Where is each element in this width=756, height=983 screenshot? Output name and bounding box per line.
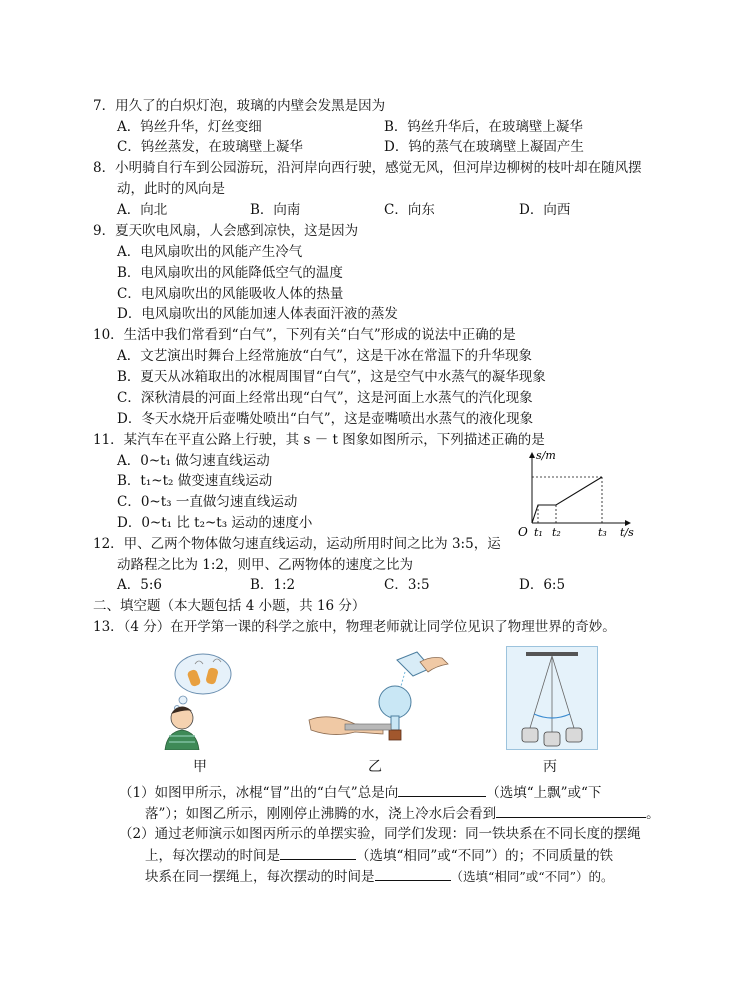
q13-p1-line1-text-a: （1）如图甲所示，冰棍“冒”出的“白气”总是向 (119, 785, 399, 801)
q9-option-c: C．电风扇吹出的风能吸收人体的热量 (117, 286, 344, 302)
q13-blank-2[interactable] (496, 804, 646, 818)
q7-option-d: D．钨的蒸气在玻璃壁上凝固产生 (384, 139, 584, 155)
q11-stem: 11．某汽车在平直公路上行驶，其 s － t 图象如图所示，下列描述正确的是 (93, 432, 545, 448)
section-title: 二、填空题（本大题包括 4 小题，共 16 分） (93, 598, 366, 614)
q11-option-c: C．0~t₃ 一直做匀速直线运动 (117, 494, 298, 510)
q12-option-c: C．3:5 (384, 577, 430, 593)
y-axis-label: s/m (536, 449, 556, 462)
q9-option-a: A．电风扇吹出的风能产生冷气 (117, 244, 303, 260)
figure-label-bing: 丙 (543, 759, 557, 775)
t3-label: t₃ (598, 526, 607, 539)
q10-option-a: A．文艺演出时舞台上经常施放“白气”，这是干冰在常温下的升华现象 (117, 348, 533, 364)
q12-option-d: D．6:5 (519, 577, 566, 593)
q13-stem: 13．（4 分）在开学第一课的科学之旅中，物理老师就让同学位见识了物理世界的奇妙。 (93, 619, 616, 635)
q10-option-b: B．夏天从冰箱取出的冰棍周围冒“白气”，这是空气中水蒸气的凝华现象 (117, 369, 546, 385)
q11-option-a: A．0~t₁ 做匀速直线运动 (117, 453, 270, 469)
q13-p2-line3 (145, 867, 614, 886)
st-line (532, 477, 602, 523)
q10-option-d: D．冬天水烧开后壶嘴处喷出“白气”，这是壶嘴喷出水蒸气的液化现象 (117, 411, 534, 427)
q12-stem-line1: 12．甲、乙两个物体做匀速直线运动，运动所用时间之比为 3:5，运 (93, 536, 501, 552)
q12-option-b: B．1:2 (250, 577, 296, 593)
q13-p2-line3-text-b: （选填“相同”或“不同”）的。 (450, 869, 614, 884)
q7-stem: 7．用久了的白炽灯泡，玻璃的内壁会发黑是因为 (93, 98, 386, 114)
q12-stem-line2: 动路程之比为 1:2，则甲、乙两物体的速度之比为 (117, 557, 414, 573)
q13-p1-line2 (145, 804, 660, 823)
q8-option-d: D．向西 (519, 202, 571, 218)
q10-stem: 10．生活中我们常看到“白气”，下列有关“白气”形成的说法中正确的是 (93, 327, 516, 343)
q13-p1-line2-text-b: 。 (646, 806, 660, 822)
q9-option-b: B．电风扇吹出的风能降低空气的温度 (117, 265, 343, 281)
q13-p2-line2 (145, 846, 613, 865)
q13-blank-4[interactable] (375, 867, 451, 881)
t2-label: t₂ (552, 526, 561, 539)
q13-blank-1[interactable] (398, 783, 486, 797)
q8-option-a: A．向北 (117, 202, 168, 218)
q12-option-a: A．5:6 (117, 577, 162, 593)
figure-label-yi: 乙 (368, 759, 382, 775)
st-graph (512, 447, 642, 539)
q7-option-c: C．钨丝蒸发，在玻璃壁上凝华 (117, 139, 303, 155)
q9-stem: 9．夏天吹电风扇，人会感到凉快，这是因为 (93, 223, 359, 239)
q8-option-c: C．向东 (384, 202, 435, 218)
figure-jia-boy-popsicle (155, 646, 255, 750)
q11-option-b: B．t₁~t₂ 做变速直线运动 (117, 473, 273, 489)
x-axis-label: t/s (620, 526, 634, 539)
q13-p2-line1: （2）通过老师演示如图丙所示的单摆实验，同学们发现：同一铁块系在不同长度的摆绳 (119, 826, 641, 842)
q9-option-d: D．电风扇吹出的风能加速人体表面汗液的蒸发 (117, 306, 398, 322)
figure-yi-flask (305, 650, 465, 750)
q7-option-b: B．钨丝升华后，在玻璃壁上凝华 (384, 119, 583, 135)
q13-p1-line1-text-b: （选填“上飘”或“下 (486, 785, 602, 801)
q10-option-c: C．深秋清晨的河面上经常出现“白气”，这是河面上水蒸气的汽化现象 (117, 390, 533, 406)
q13-p2-line3-text-a: 块系在同一摆绳上，每次摆动的时间是 (145, 869, 375, 885)
q8-stem-line1: 8．小明骑自行车到公园游玩，沿河岸向西行驶，感觉无风，但河岸边柳树的枝叶却在随风摆 (93, 160, 642, 176)
q13-p2-line2-text-b: （选填“相同”或“不同”）的；不同质量的铁 (356, 848, 614, 864)
q13-p1-line2-text-a: 落”）；如图乙所示，刚刚停止沸腾的水，浇上冷水后会看到 (145, 806, 497, 822)
q11-option-d: D．0~t₁ 比 t₂~t₃ 运动的速度小 (117, 515, 313, 531)
q13-blank-3[interactable] (280, 846, 356, 860)
q13-p2-line2-text-a: 上，每次摆动的时间是 (145, 848, 280, 864)
q13-p1-line1 (119, 783, 601, 802)
t1-label: t₁ (534, 526, 543, 539)
q8-option-b: B．向南 (250, 202, 301, 218)
q8-stem-line2: 动，此时的风向是 (117, 181, 225, 197)
q7-option-a: A．钨丝升华，灯丝变细 (117, 119, 262, 135)
origin-label: O (518, 525, 528, 539)
figure-label-jia: 甲 (193, 759, 207, 775)
figure-bing-pendulum (506, 646, 598, 750)
